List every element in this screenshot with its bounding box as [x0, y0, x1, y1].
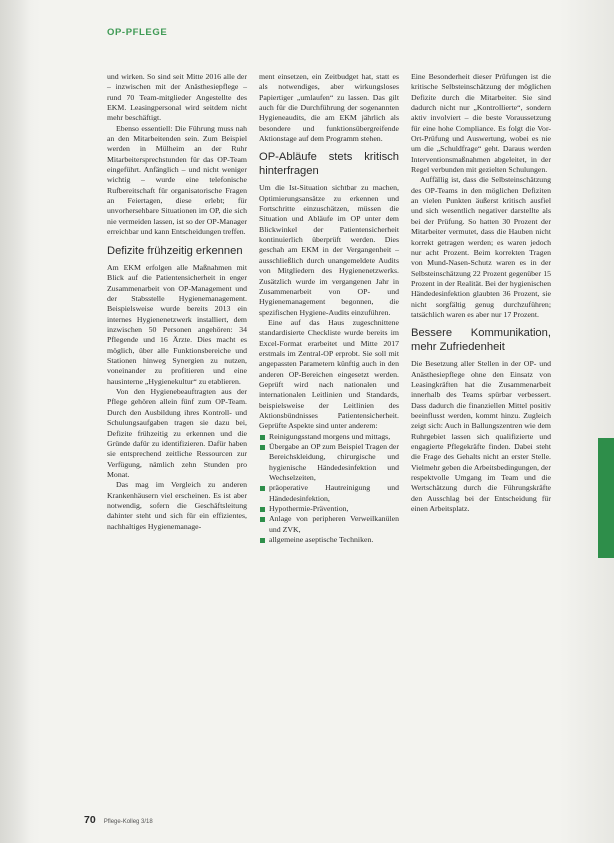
- page-number: 70: [84, 814, 96, 826]
- paragraph: und wirken. So sind seit Mitte 2016 alle der – inzwischen mit der Anästhesiepflege – rund 70 Team-mitglieder Angestellte des EKM. Leasingpersonal wird seitdem nicht mehr beschäftigt.: [107, 72, 247, 123]
- list-item: Hypothermie-Prävention,: [259, 504, 399, 514]
- list-item: Übergabe an OP zum Beispiel Tragen der Bereichskleidung, chirurgische und hygienische Händedesinfektion und Wechselzeiten,: [259, 442, 399, 483]
- green-edge-tab: [598, 438, 614, 558]
- text-column-2: [259, 72, 399, 545]
- list-item: präoperative Hautreinigung und Händedesinfektion,: [259, 483, 399, 504]
- subheading: Defizite frühzeitig erkennen: [107, 244, 243, 257]
- binding-shadow: [0, 0, 30, 843]
- subheading: OP-Abläufe stets kritisch hinterfragen: [259, 151, 399, 177]
- text-column-3: [411, 72, 551, 514]
- text-column-1: [107, 72, 247, 532]
- bullet-list: [259, 432, 399, 546]
- paragraph: Auffällig ist, dass die Selbsteinschätzung des OP-Teams in den möglichen Defiziten an vielen Punkten äußerst kritisch ausfiel und sich wesentlich negativer darstellte als bei der Prüfung. So hatten 30 Prozent der Mitarbeiter vermutet, dass die Hauben nicht korrekt getragen werden; es waren jedoch nur acht Prozent. Beim korrekten Tragen von Mund-Nasen-Schutz waren es in der Selbsteinschätzung 22 Prozent gegenüber 15 Prozent in der Realität. Bei der hygienischen Händedesinfektion glaubten 36 Prozent, sie nicht sorgfältig genug durchzuführen; tatsächlich waren es aber nur 17 Prozent.: [411, 175, 551, 319]
- list-item: Reinigungsstand morgens und mittags,: [259, 432, 399, 442]
- paragraph: Ebenso essentiell: Die Führung muss nah an den Mitarbeitenden sein. Zum Beispiel werden in Mülheim an der Ruhr Mitarbeitersprechstunden für das OP-Team eingeführt. Anfänglich – und nicht weniger wichtig – wurde eine telefonische Rufbereitschaft für organisatorische Fragen an Feiertagen, diese erlebt; für unvorhersehbare Situationen im OP, die sich nie vermeiden lassen, ist so der OP-Manager erreichbar und kann Entscheidungen treffen.: [107, 123, 247, 237]
- page-footer: [84, 814, 153, 826]
- paragraph: Um die Ist-Situation sichtbar zu machen, Optimierungsansätze zu erkennen und Fortschritte einzuschätzen, müssen die Situation und Abläufe im OP unter dem Blickwinkel der Patientensicherheit kontinuierlich überprüft werden. Dies geschah am EKM in der Vergangenheit – ausschließlich durch unangemeldete Audits von Mitgliedern des Hygienenetzwerks. Zusätzlich wurde im vergangenen Jahr in Zusammenarbeit von OP- und Hygienemanagement begonnen, die spezifischen Hygiene-Audits einzuführen.: [259, 183, 399, 317]
- paragraph: ment einsetzen, ein Zeitbudget hat, statt es als notwendiges, aber wirkungsloses Papiertiger „umlaufen“ zu lassen. Das gilt auch für die Durchführung der sogenannten Hygieneaudits, die am EKM jährlich als besondere und funktionsübergreifende Aktionstage auf dem Programm stehen.: [259, 72, 399, 144]
- paragraph: Die Besetzung aller Stellen in der OP- und Anästhesiepflege ohne den Einsatz von Leasingkräften hat die Zusammenarbeit innerhalb des Teams spürbar verbessert. Dass dadurch die finanziellen Mittel positiv beeinflusst werden, kommt hinzu. Zugleich zeigt sich: Auch in Ballungszentren wie dem Ruhrgebiet lassen sich qualifizierte und engagierte Pflegekräfte finden. Dabei steht die Frage des Gehalts nicht an erster Stelle. Vielmehr geben die Arbeitsbedingungen, der respektvolle Umgang im Team und die Wertschätzung durch die Führungskräfte den Ausschlag bei der Entscheidung für einen Arbeitsplatz.: [411, 359, 551, 514]
- magazine-issue: Pflege-Kolleg 3/18: [103, 819, 153, 825]
- paragraph: Eine auf das Haus zugeschnittene standardisierte Checkliste wurde bereits im Excel-Format erarbeitet und Mitte 2017 erstmals im Zentral-OP erprobt. Sie soll mit angepassten Parametern künftig auch in den anderen OP-Bereichen eingesetzt werden. Geprüft wird nach nationalen und internationalen Leitlinien und Standards, beispielsweise der Leitlinien des Aktionsbündnisses Patientensicherheit. Geprüfte Aspekte sind unter anderem:: [259, 317, 399, 431]
- subheading: Bessere Kommunikation, mehr Zufriedenheit: [411, 327, 551, 353]
- paragraph: Das mag im Vergleich zu anderen Krankenhäusern viel erscheinen. Es ist aber notwendig, sofern die Geschäftsleitung dahinter steht und sich für ein effizientes, nachhaltiges Hygienemanage-: [107, 480, 247, 531]
- paragraph: Von den Hygienebeauftragten aus der Pflege gehören allein fünf zum OP-Team. Durch den Ausbildung ihres Kontroll- und Schulungsaufgaben tragen sie dazu bei, Defizite frühzeitig zu erkennen und die Gründe dafür zu identifizieren. Dafür haben sie entsprechend zeitliche Ressourcen zur Verfügung, nämlich zehn Stunden pro Monat.: [107, 387, 247, 479]
- list-item: allgemeine aseptische Techniken.: [259, 535, 399, 545]
- paragraph: Eine Besonderheit dieser Prüfungen ist die kritische Selbsteinschätzung der möglichen Defizite durch die Mitarbeiter. Sie sind dadurch nicht nur „Kontrollierte“, sondern aktiv involviert – die beste Voraussetzung für eine hohe Compliance. Es folgt die Vor-Ort-Prüfung und Auswertung, wobei es nie um die „Schuldfrage“ geht. Daraus werden Interventionsmaßnahmen abgeleitet, in der Regel verbunden mit gezielten Schulungen.: [411, 72, 551, 175]
- list-item: Anlage von peripheren Verweilkanülen und ZVK,: [259, 514, 399, 535]
- section-label: OP-PFLEGE: [107, 27, 168, 38]
- paragraph: Am EKM erfolgen alle Maßnahmen mit Blick auf die Patientensicherheit in enger Zusammenarbeit von OP-Management und der Stabsstelle Hygienemanagement. Beispielsweise wurde bereits 2013 ein internes Hygienenetzwerk installiert, dem inzwischen 50 Personen angehören: 34 Pflegende und 16 Ärzte. Dies macht es möglich, über alle Funktionsbereiche und Stationen hinweg Synergien zu nutzen, voneinander zu profitieren und eine hausinterne „Hygienekultur“ zu etablieren.: [107, 263, 247, 386]
